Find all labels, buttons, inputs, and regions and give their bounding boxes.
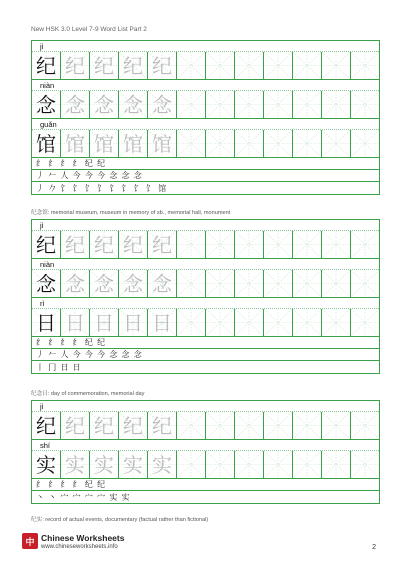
- practice-cell[interactable]: [293, 130, 322, 157]
- model-character-cell: [32, 412, 61, 439]
- pinyin-label: jì: [40, 220, 44, 230]
- trace-character-cell: [148, 451, 177, 478]
- stroke-order-row: 丿 𠂉 人 今 今 今 念 念 念: [32, 349, 379, 361]
- trace-character: 纪: [123, 413, 143, 438]
- practice-cell[interactable]: [206, 91, 235, 118]
- practice-cell[interactable]: [177, 91, 206, 118]
- practice-cell[interactable]: [235, 130, 264, 157]
- practice-cell[interactable]: [264, 52, 293, 79]
- trace-character: 实: [123, 452, 143, 477]
- trace-character: 实: [94, 452, 114, 477]
- pinyin-row: [32, 41, 379, 52]
- practice-cell[interactable]: [235, 412, 264, 439]
- practice-cell[interactable]: [351, 130, 379, 157]
- trace-character: 念: [94, 92, 114, 117]
- writing-grid-row: [32, 412, 379, 440]
- stroke-order-row: 丶 丶 宀 宀 宀 宀 实 实: [36, 492, 131, 502]
- trace-character-cell: [90, 270, 119, 297]
- practice-cell[interactable]: [264, 270, 293, 297]
- practice-cell[interactable]: [235, 52, 264, 79]
- pinyin-row: [32, 119, 379, 130]
- brand-title: Chinese Worksheets: [41, 533, 125, 543]
- practice-cell[interactable]: [235, 451, 264, 478]
- trace-character-cell: [61, 412, 90, 439]
- practice-cell[interactable]: [235, 231, 264, 258]
- trace-character: 纪: [123, 53, 143, 78]
- trace-character: 纪: [152, 232, 172, 257]
- trace-character-cell: [119, 412, 148, 439]
- trace-character-cell: [148, 231, 177, 258]
- trace-character-cell: [148, 52, 177, 79]
- trace-character: 馆: [94, 131, 114, 156]
- practice-cell[interactable]: [235, 270, 264, 297]
- practice-cell[interactable]: [206, 130, 235, 157]
- trace-character-cell: [61, 91, 90, 118]
- practice-block: [31, 40, 380, 195]
- trace-character: 纪: [94, 413, 114, 438]
- writing-grid-row: [32, 52, 379, 80]
- writing-grid-row: [32, 231, 379, 259]
- practice-cell[interactable]: [293, 270, 322, 297]
- practice-cell[interactable]: [206, 52, 235, 79]
- trace-character-cell: [90, 231, 119, 258]
- trace-character: 馆: [65, 131, 85, 156]
- chinese-worksheets-logo-icon: 中: [22, 533, 38, 549]
- stroke-order-row: 纟 纟 纟 纟 纪 纪: [32, 479, 379, 491]
- practice-cell[interactable]: [293, 231, 322, 258]
- practice-block: [31, 400, 380, 504]
- practice-cell[interactable]: [351, 412, 379, 439]
- model-character: 日: [36, 310, 56, 335]
- trace-character-cell: [119, 130, 148, 157]
- practice-cell[interactable]: [293, 52, 322, 79]
- trace-character-cell: [61, 130, 90, 157]
- practice-cell[interactable]: [351, 91, 379, 118]
- trace-character: 日: [65, 310, 85, 335]
- brand-url: www.chineseworksheets.info: [41, 544, 118, 550]
- practice-cell[interactable]: [264, 231, 293, 258]
- practice-cell[interactable]: [322, 412, 351, 439]
- writing-grid-row: [32, 91, 379, 119]
- trace-character: 纪: [123, 232, 143, 257]
- practice-cell[interactable]: [264, 91, 293, 118]
- trace-character: 纪: [65, 413, 85, 438]
- pinyin-row: [32, 259, 379, 270]
- trace-character-cell: [148, 130, 177, 157]
- writing-grid-row: [32, 451, 379, 479]
- practice-cell[interactable]: [322, 309, 351, 336]
- practice-block: [31, 219, 380, 374]
- worksheet-header: New HSK 3.0 Level 7-9 Word List Part 2: [31, 26, 147, 33]
- practice-cell[interactable]: [235, 91, 264, 118]
- trace-character: 纪: [65, 53, 85, 78]
- trace-character-cell: [119, 52, 148, 79]
- practice-cell[interactable]: [322, 451, 351, 478]
- practice-cell[interactable]: [206, 309, 235, 336]
- practice-cell[interactable]: [177, 52, 206, 79]
- pinyin-label: jì: [40, 41, 44, 51]
- stroke-order-row: 丿 𠂉 人 今 今 今 念 念 念: [32, 170, 379, 182]
- practice-cell[interactable]: [264, 412, 293, 439]
- practice-cell[interactable]: [206, 412, 235, 439]
- practice-cell[interactable]: [322, 130, 351, 157]
- trace-character-cell: [119, 309, 148, 336]
- pinyin-label: niàn: [40, 259, 55, 269]
- practice-cell[interactable]: [351, 451, 379, 478]
- practice-cell[interactable]: [351, 309, 379, 336]
- trace-character: 实: [152, 452, 172, 477]
- trace-character-cell: [119, 270, 148, 297]
- pinyin-label: niàn: [40, 80, 55, 90]
- model-character-cell: [32, 130, 61, 157]
- trace-character-cell: [148, 270, 177, 297]
- trace-character: 纪: [94, 232, 114, 257]
- practice-cell[interactable]: [293, 309, 322, 336]
- practice-cell[interactable]: [351, 52, 379, 79]
- trace-character-cell: [90, 451, 119, 478]
- trace-character-cell: [61, 309, 90, 336]
- trace-character-cell: [90, 91, 119, 118]
- trace-character: 日: [123, 310, 143, 335]
- model-character: 纪: [36, 413, 56, 438]
- pinyin-label: guǎn: [40, 119, 57, 129]
- trace-character-cell: [119, 91, 148, 118]
- model-character: 纪: [36, 53, 56, 78]
- practice-cell[interactable]: [322, 52, 351, 79]
- practice-cell[interactable]: [351, 270, 379, 297]
- trace-character: 念: [152, 92, 172, 117]
- practice-cell[interactable]: [264, 130, 293, 157]
- trace-character-cell: [90, 130, 119, 157]
- brand: [41, 533, 124, 550]
- model-character: 实: [36, 452, 56, 477]
- trace-character-cell: [119, 451, 148, 478]
- word-definition: 纪实: record of actual events, documentary (factual rather than fictional): [31, 517, 209, 523]
- practice-cell[interactable]: [177, 451, 206, 478]
- practice-cell[interactable]: [177, 270, 206, 297]
- trace-character-cell: [148, 412, 177, 439]
- stroke-order-row: 丨 冂 日 日: [36, 362, 82, 372]
- pinyin-row: [32, 440, 379, 451]
- model-character-cell: [32, 91, 61, 118]
- practice-cell[interactable]: [264, 309, 293, 336]
- stroke-order-row: 丿 𠂊 饣 饣 饣 饣 饣 饣 饣 饣 馆: [36, 183, 168, 193]
- trace-character: 纪: [152, 413, 172, 438]
- trace-character: 实: [65, 452, 85, 477]
- trace-character-cell: [61, 451, 90, 478]
- model-character: 念: [36, 271, 56, 296]
- trace-character-cell: [90, 52, 119, 79]
- word-definition: 纪念馆: memorial museum, museum in memory of sb., memorial hall, monument: [31, 210, 231, 216]
- pinyin-row: [32, 80, 379, 91]
- trace-character: 馆: [152, 131, 172, 156]
- pinyin-label: rì: [40, 298, 45, 308]
- trace-character: 念: [94, 271, 114, 296]
- practice-cell[interactable]: [322, 91, 351, 118]
- practice-cell[interactable]: [293, 91, 322, 118]
- practice-cell[interactable]: [293, 412, 322, 439]
- pinyin-label: jì: [40, 401, 44, 411]
- model-character-cell: [32, 451, 61, 478]
- model-character-cell: [32, 52, 61, 79]
- trace-character: 日: [94, 310, 114, 335]
- trace-character: 馆: [123, 131, 143, 156]
- model-character-cell: [32, 231, 61, 258]
- pinyin-row: [32, 220, 379, 231]
- practice-cell[interactable]: [177, 412, 206, 439]
- practice-cell[interactable]: [322, 270, 351, 297]
- practice-cell[interactable]: [264, 451, 293, 478]
- word-definition: 纪念日: day of commemoration, memorial day: [31, 391, 145, 397]
- trace-character: 纪: [65, 232, 85, 257]
- practice-cell[interactable]: [235, 309, 264, 336]
- trace-character: 念: [152, 271, 172, 296]
- pinyin-row: [32, 298, 379, 309]
- writing-grid-row: [32, 130, 379, 158]
- trace-character-cell: [90, 412, 119, 439]
- trace-character-cell: [119, 231, 148, 258]
- trace-character-cell: [61, 270, 90, 297]
- trace-character-cell: [90, 309, 119, 336]
- model-character-cell: [32, 309, 61, 336]
- trace-character: 日: [152, 310, 172, 335]
- page-number: 2: [372, 544, 376, 551]
- trace-character: 念: [123, 92, 143, 117]
- model-character: 馆: [36, 131, 56, 156]
- model-character: 念: [36, 92, 56, 117]
- trace-character: 念: [123, 271, 143, 296]
- practice-cell[interactable]: [322, 231, 351, 258]
- trace-character: 纪: [152, 53, 172, 78]
- practice-cell[interactable]: [206, 231, 235, 258]
- practice-cell[interactable]: [293, 451, 322, 478]
- stroke-order-row: 纟 纟 纟 纟 纪 纪: [32, 337, 379, 349]
- pinyin-label: shí: [40, 440, 51, 450]
- model-character: 纪: [36, 232, 56, 257]
- practice-cell[interactable]: [206, 451, 235, 478]
- trace-character-cell: [61, 231, 90, 258]
- stroke-order-row: 纟 纟 纟 纟 纪 纪: [32, 158, 379, 170]
- trace-character-cell: [61, 52, 90, 79]
- trace-character: 念: [65, 92, 85, 117]
- model-character-cell: [32, 270, 61, 297]
- practice-cell[interactable]: [206, 270, 235, 297]
- writing-grid-row: [32, 270, 379, 298]
- practice-cell[interactable]: [177, 130, 206, 157]
- trace-character: 念: [65, 271, 85, 296]
- practice-cell[interactable]: [177, 309, 206, 336]
- practice-cell[interactable]: [351, 231, 379, 258]
- practice-cell[interactable]: [177, 231, 206, 258]
- trace-character-cell: [148, 309, 177, 336]
- writing-grid-row: [32, 309, 379, 337]
- pinyin-row: [32, 401, 379, 412]
- trace-character: 纪: [94, 53, 114, 78]
- trace-character-cell: [148, 91, 177, 118]
